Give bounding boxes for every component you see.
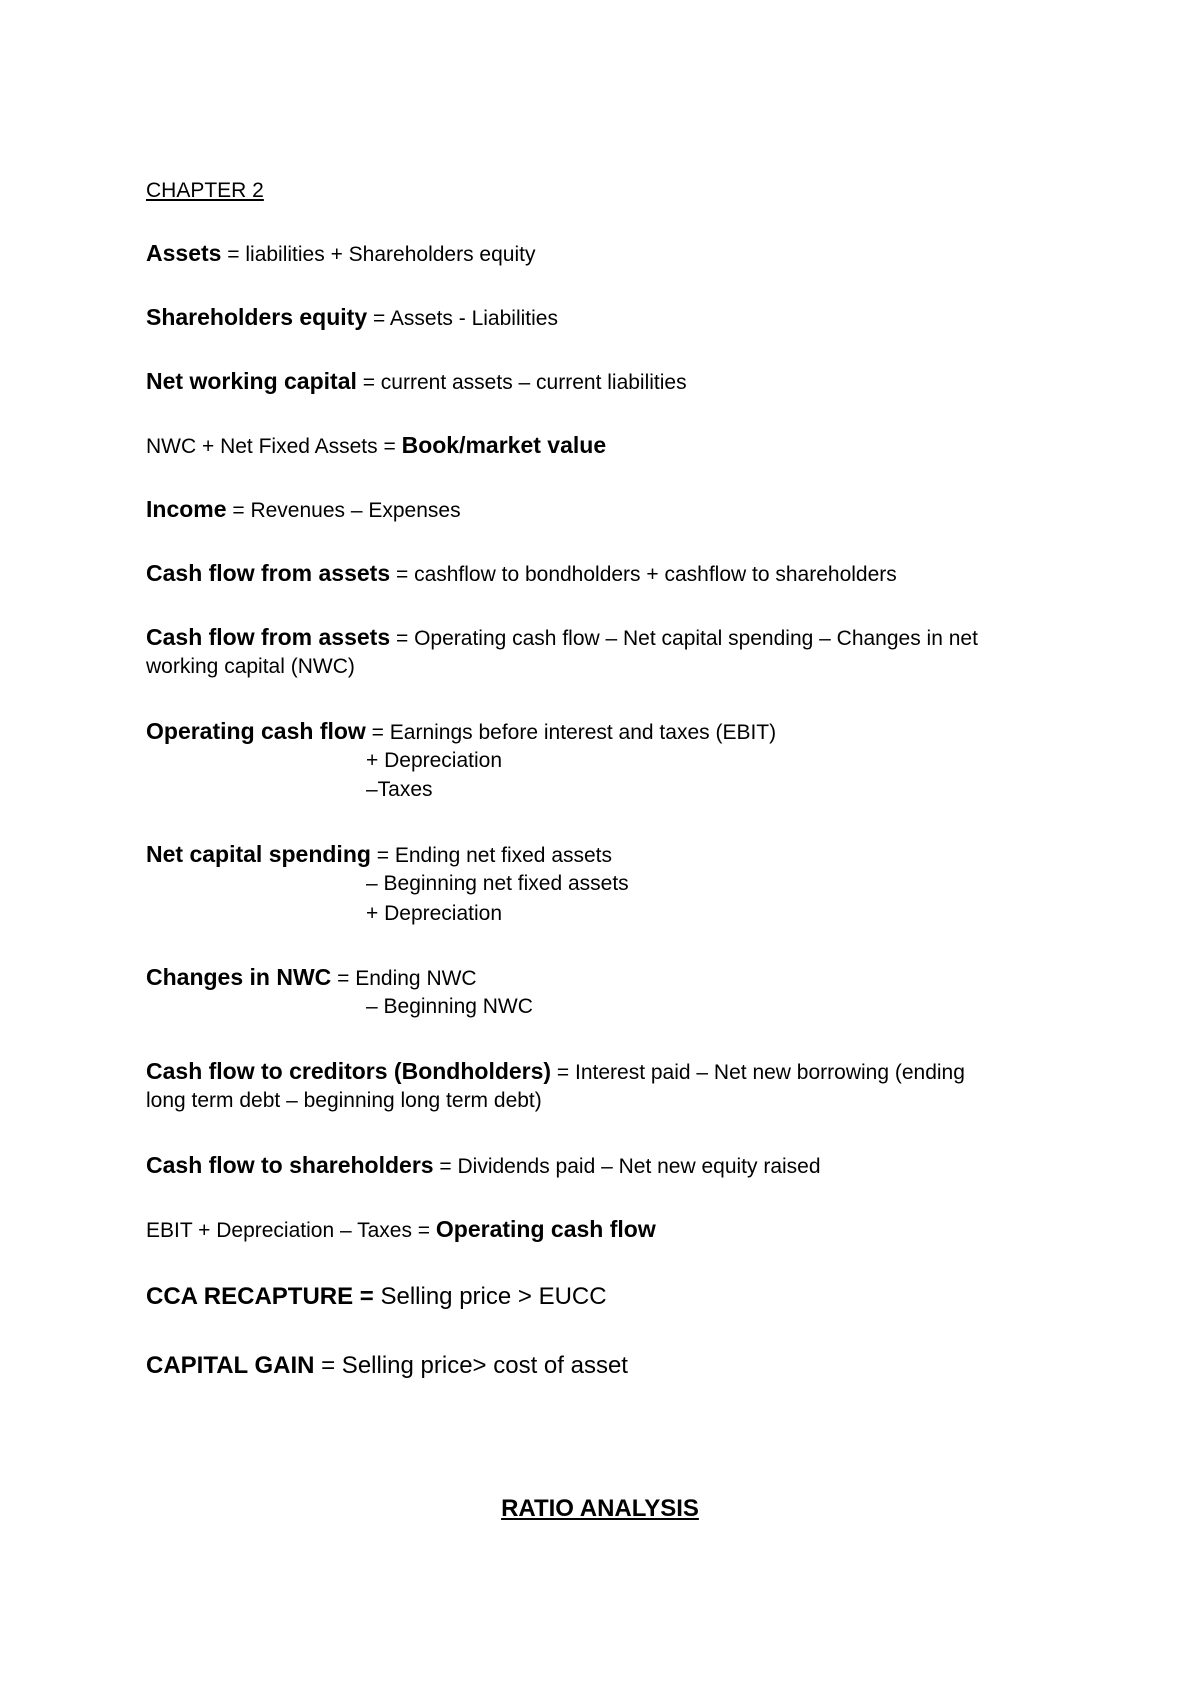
formula-cash-flow-from-assets-1 [146,558,897,590]
formula-term: CCA RECAPTURE = [146,1283,374,1310]
formula-changes-in-nwc [146,962,477,994]
chapter-heading: CHAPTER 2 [146,179,264,202]
formula-capital-gain [146,1351,628,1381]
formula-term: Book/market value [401,432,607,458]
formula-operating-cash-flow-sum [146,1214,656,1246]
formula-text: EBIT + Depreciation – Taxes = [146,1219,436,1242]
formula-term: Changes in NWC [146,964,332,990]
formula-term: Assets [146,240,222,266]
formula-sub-line: + Depreciation [366,902,502,925]
formula-term: Shareholders equity [146,304,368,330]
formula-net-capital-spending [146,839,612,871]
formula-sub-line: – Beginning net fixed assets [366,872,629,895]
formula-sub-line: – Beginning NWC [366,995,533,1018]
formula-term: Cash flow to shareholders [146,1152,434,1178]
formula-cash-flow-to-creditors [146,1056,965,1088]
formula-text: Selling price > EUCC [373,1283,607,1310]
formula-text: = Earnings before interest and taxes (EBIT) [365,721,777,744]
formula-text: NWC + Net Fixed Assets = [146,435,402,458]
formula-text: = Interest paid – Net new borrowing (ending [551,1061,965,1084]
formula-term: Operating cash flow [435,1216,656,1242]
formula-term: Operating cash flow [146,718,366,744]
formula-assets [146,238,535,270]
formula-text: = Operating cash flow – Net capital spending – Changes in net [390,627,978,650]
formula-term: Net capital spending [146,841,371,867]
formula-cca-recapture [146,1282,607,1312]
formula-term: Net working capital [146,368,357,394]
formula-continuation: working capital (NWC) [146,655,355,678]
formula-text: = Ending net fixed assets [370,844,613,867]
section-heading: RATIO ANALYSIS [501,1495,699,1522]
formula-sub-line: –Taxes [366,778,433,801]
formula-shareholders-equity [146,302,558,334]
formula-text: = Revenues – Expenses [226,499,461,522]
formula-income [146,494,461,526]
formula-continuation: long term debt – beginning long term debt) [146,1089,542,1112]
formula-text: = current assets – current liabilities [356,371,687,394]
formula-net-working-capital [146,366,687,398]
formula-term: Cash flow from assets [146,560,391,586]
formula-term: Cash flow to creditors (Bondholders) [146,1058,552,1084]
formula-term: Income [146,496,227,522]
formula-operating-cash-flow [146,716,776,748]
formula-text: = Selling price> cost of asset [314,1352,628,1379]
formula-text: = Ending NWC [331,967,477,990]
formula-text: = cashflow to bondholders + cashflow to shareholders [390,563,897,586]
formula-text: = Assets - Liabilities [367,307,558,330]
formula-text: = liabilities + Shareholders equity [221,243,536,266]
formula-sub-line: + Depreciation [366,749,502,772]
formula-term: CAPITAL GAIN [146,1352,315,1379]
formula-term: Cash flow from assets [146,624,391,650]
formula-book-market-value [146,430,606,462]
formula-cash-flow-from-assets-2 [146,622,978,654]
formula-cash-flow-to-shareholders [146,1150,821,1182]
formula-text: = Dividends paid – Net new equity raised [433,1155,821,1178]
